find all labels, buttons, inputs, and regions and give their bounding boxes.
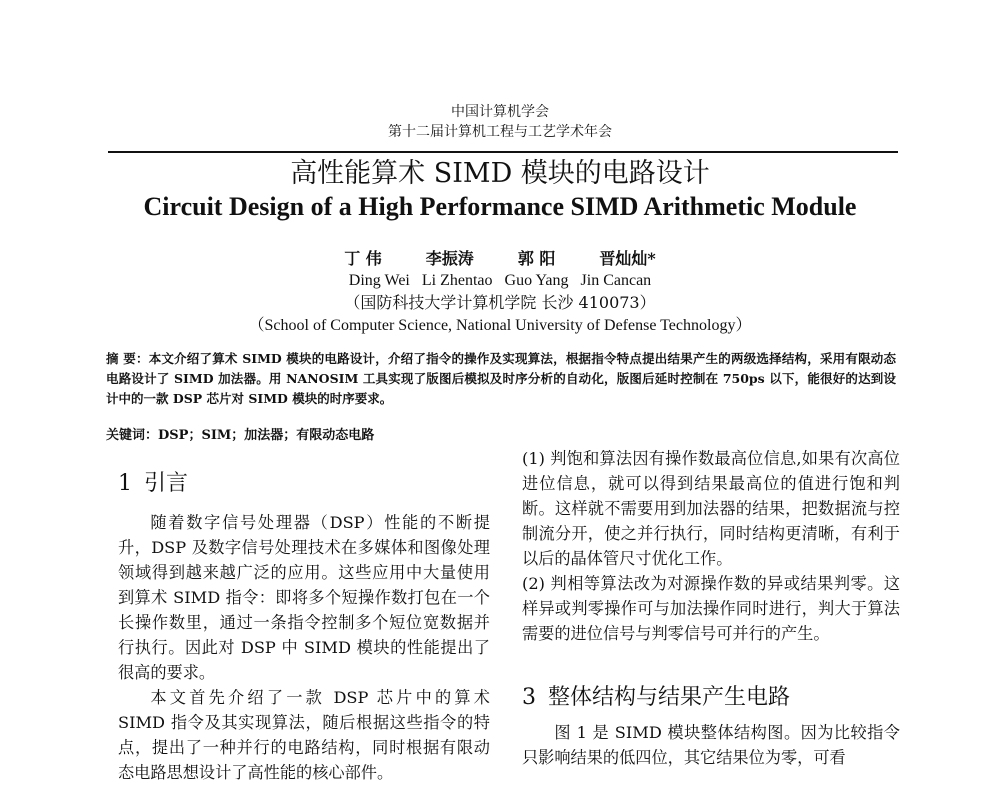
keywords-label: 关键词： bbox=[106, 428, 159, 443]
author-cn: 李振涛 bbox=[425, 249, 474, 268]
section-number: 3 bbox=[522, 685, 536, 710]
section-1-paragraph-2: 本文首先介绍了一款 DSP 芯片中的算术 SIMD 指令及其实现算法，随后根据这些指令的特点，提出了一种并行的电路结构，同时根据有限动态电路思想设计了高性能的核心部件。 bbox=[118, 688, 490, 782]
right-item-2: (2) 判相等算法改为对源操作数的异或结果判零。这样异或判零操作可与加法操作同时进行，判大于算法需要的进位信号与判零信号可并行的产生。 bbox=[522, 574, 900, 643]
affiliation-chinese: （国防科技大学计算机学院 长沙 410073） bbox=[344, 293, 656, 312]
authors-english bbox=[0, 271, 1000, 291]
section-1-paragraph-1: 随着数字信号处理器（DSP）性能的不断提升，DSP 及数字信号处理技术在多媒体和图像处理领域得到越来越广泛的应用。这些应用中大量使用到算术 SIMD 指令：即将多个短操作数打包在一个长操作数里，通过一条指令控制多个短位宽数据并行执行。因此对 DSP 中 SIMD 模块的性能提出了很高的要求。 bbox=[118, 513, 490, 682]
author-en: Li Zhentao bbox=[421, 272, 493, 289]
section-title: 整体结构与结果产生电路 bbox=[548, 685, 791, 710]
abstract-label: 摘 要： bbox=[106, 351, 149, 366]
section-title: 引言 bbox=[144, 471, 189, 496]
author-en: Guo Yang bbox=[504, 272, 569, 289]
right-item-1: (1) 判饱和算法因有操作数最高位信息,如果有次高位进位信息，就可以得到结果最高位的值进行饱和判断。这样就不需要用到加法器的结果，把数据流与控制流分开，使之并行执行，同时结构更清晰，有利于以后的晶体管尺寸优化工作。 bbox=[522, 449, 900, 568]
author-cn: 丁 伟 bbox=[344, 249, 382, 268]
section-number: 1 bbox=[118, 471, 132, 496]
author-en: Ding Wei bbox=[348, 272, 410, 289]
author-cn: 晋灿灿* bbox=[599, 249, 656, 268]
author-cn: 郭 阳 bbox=[517, 249, 556, 268]
section-1-heading bbox=[118, 470, 490, 498]
keywords-text: DSP；SIM；加法器；有限动态电路 bbox=[158, 428, 375, 443]
header-rule bbox=[108, 151, 898, 153]
affiliation-english: （School of Computer Science, National University of Defense Technology） bbox=[248, 317, 752, 334]
section-3-paragraph: 图 1 是 SIMD 模块整体结构图。因为比较指令只影响结果的低四位，其它结果位为零，可看 bbox=[522, 723, 900, 767]
author-en: Jin Cancan bbox=[580, 272, 652, 289]
title-chinese: 高性能算术 SIMD 模块的电路设计 bbox=[290, 158, 710, 189]
section-3-heading bbox=[522, 684, 900, 712]
conference-name: 中国计算机学会 bbox=[451, 104, 549, 120]
conference-session: 第十二届计算机工程与工艺学术年会 bbox=[388, 124, 612, 140]
authors-chinese bbox=[0, 249, 1000, 269]
abstract-text: 本文介绍了算术 SIMD 模块的电路设计，介绍了指令的操作及实现算法，根据指令特点提出结果产生的两级选择结构，采用有限动态电路设计了 SIMD 加法器。用 NANOSIM 工具实现了版图后模拟及时序分析的自动化，版图后延时控制在 750ps 以下，能很好的达到设计中的一款 DSP 芯片对 SIMD 模块的时序要求。 bbox=[106, 351, 896, 406]
abstract bbox=[106, 349, 896, 409]
title-english: Circuit Design of a High Performance SIMD Arithmetic Module bbox=[143, 192, 857, 221]
keywords bbox=[106, 427, 896, 445]
